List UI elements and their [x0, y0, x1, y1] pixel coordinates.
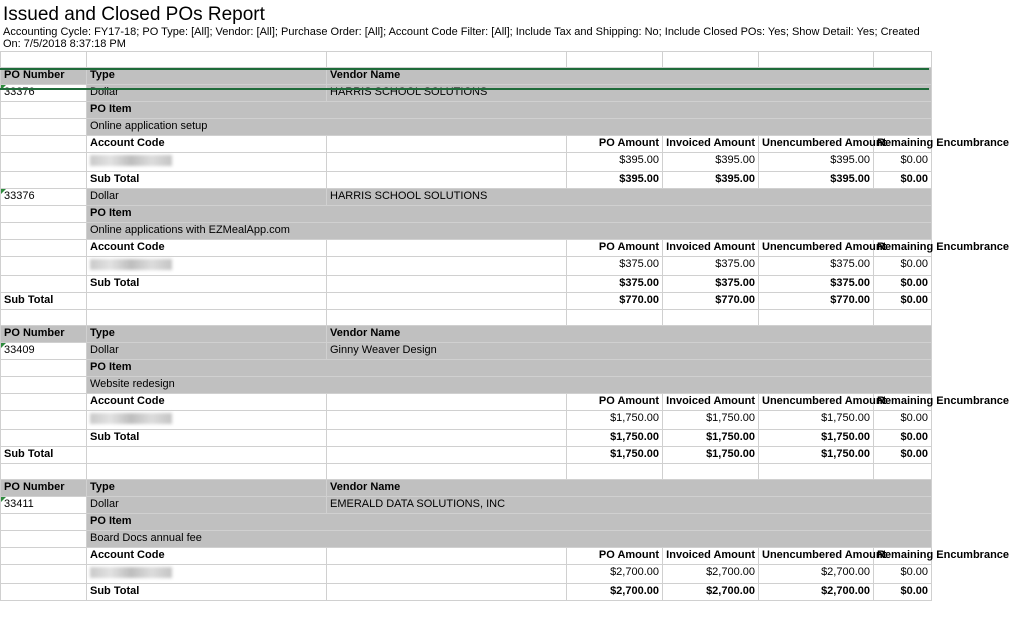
empty-cell[interactable]: [1, 153, 87, 172]
po-amount-cell[interactable]: [567, 411, 663, 430]
vendor-name-cell[interactable]: [327, 85, 932, 102]
po-subtotal-label[interactable]: [87, 430, 327, 447]
po-amount-cell[interactable]: [567, 172, 663, 189]
po-item-cell-text: Online application setup: [90, 120, 208, 132]
po-item-header-text: PO Item: [90, 515, 132, 527]
po-type-cell[interactable]: [87, 497, 327, 514]
po-amount-header[interactable]: [567, 240, 663, 257]
remaining-encumbrance-cell-text: $0.00: [900, 173, 928, 185]
vendor-name-header-text: Vendor Name: [330, 327, 401, 339]
unencumbered-amount-cell-text: $2,700.00: [821, 585, 870, 597]
vendor-name-cell-text: Ginny Weaver Design: [330, 344, 437, 356]
invoiced-amount-cell-text: $395.00: [715, 154, 755, 166]
blank-row: [1, 52, 932, 68]
po-type-cell[interactable]: [87, 85, 327, 102]
remaining-encumbrance-cell[interactable]: [874, 447, 932, 464]
vendor-name-header[interactable]: [327, 326, 932, 343]
empty-cell[interactable]: [87, 464, 327, 480]
po-number-header[interactable]: [1, 68, 87, 85]
vendor-name-cell-text: HARRIS SCHOOL SOLUTIONS: [330, 190, 488, 202]
remaining-encumbrance-header-text: Remaining Encumbrance: [877, 241, 1009, 253]
unencumbered-amount-cell-text: $770.00: [830, 294, 870, 306]
type-header[interactable]: [87, 68, 327, 85]
po-subtotal-row: [1, 584, 932, 601]
empty-cell[interactable]: [1, 531, 87, 548]
po-amount-cell[interactable]: [567, 447, 663, 464]
unencumbered-amount-cell[interactable]: [759, 293, 874, 310]
unencumbered-amount-header[interactable]: [759, 136, 887, 153]
invoiced-amount-cell-text: $395.00: [715, 173, 755, 185]
redacted-account-code: [90, 567, 172, 578]
po-item-header-row: [1, 102, 932, 119]
po-item-row: [1, 119, 932, 136]
empty-cell[interactable]: [327, 276, 567, 293]
invoiced-amount-header-text: Invoiced Amount: [666, 137, 755, 149]
remaining-encumbrance-cell[interactable]: [874, 153, 932, 172]
unencumbered-amount-cell[interactable]: [759, 430, 874, 447]
po-number-cell-text: 33376: [4, 86, 35, 98]
empty-cell[interactable]: [1, 394, 87, 411]
po-item-header[interactable]: [87, 514, 932, 531]
po-subtotal-row: [1, 276, 932, 293]
remaining-encumbrance-header[interactable]: [874, 394, 1009, 411]
po-subtotal-label[interactable]: [87, 584, 327, 601]
empty-cell[interactable]: [327, 584, 567, 601]
po-subtotal-label-text: Sub Total: [90, 173, 140, 185]
invoiced-amount-cell[interactable]: [663, 172, 759, 189]
po-number-header[interactable]: [1, 480, 87, 497]
account-code-header[interactable]: [87, 394, 327, 411]
po-item-cell[interactable]: [87, 223, 932, 240]
po-subtotal-label[interactable]: [87, 276, 327, 293]
invoiced-amount-cell[interactable]: [663, 276, 759, 293]
po-number-cell[interactable]: [1, 189, 87, 206]
invoiced-amount-cell[interactable]: [663, 565, 759, 584]
po-amount-cell-text: $770.00: [619, 294, 659, 306]
remaining-encumbrance-cell-text: $0.00: [900, 294, 928, 306]
po-subtotal-row: [1, 430, 932, 447]
remaining-encumbrance-header[interactable]: [874, 548, 1009, 565]
po-header-row: [1, 480, 932, 497]
remaining-encumbrance-cell[interactable]: [874, 411, 932, 430]
remaining-encumbrance-cell-text: $0.00: [900, 258, 928, 270]
empty-cell[interactable]: [327, 257, 567, 276]
po-item-row: [1, 531, 932, 548]
po-number-cell[interactable]: [1, 85, 87, 102]
po-item-header-row: [1, 360, 932, 377]
unencumbered-amount-cell[interactable]: [759, 584, 874, 601]
po-item-row: [1, 223, 932, 240]
empty-cell[interactable]: [567, 52, 663, 68]
account-code-header-text: Account Code: [90, 241, 165, 253]
po-number-header[interactable]: [1, 326, 87, 343]
account-code-cell[interactable]: [87, 153, 327, 172]
invoiced-amount-cell[interactable]: [663, 153, 759, 172]
po-item-header-row: [1, 514, 932, 531]
empty-cell[interactable]: [327, 464, 567, 480]
po-amount-cell[interactable]: [567, 293, 663, 310]
po-number-cell[interactable]: [1, 497, 87, 514]
po-amount-cell-text: $2,700.00: [610, 585, 659, 597]
po-number-header-text: PO Number: [4, 327, 65, 339]
account-code-header-text: Account Code: [90, 395, 165, 407]
empty-cell[interactable]: [327, 565, 567, 584]
account-code-header[interactable]: [87, 136, 327, 153]
po-amount-header-text: PO Amount: [598, 137, 659, 149]
redacted-account-code: [90, 413, 172, 424]
invoiced-amount-cell[interactable]: [663, 257, 759, 276]
empty-cell[interactable]: [1, 377, 87, 394]
po-subtotal-label-text: Sub Total: [90, 431, 140, 443]
invoiced-amount-cell-text: $1,750.00: [706, 431, 755, 443]
empty-cell[interactable]: [1, 360, 87, 377]
po-amount-cell[interactable]: [567, 153, 663, 172]
empty-cell[interactable]: [1, 514, 87, 531]
po-amount-cell-text: $2,700.00: [610, 566, 659, 578]
empty-cell[interactable]: [1, 257, 87, 276]
vendor-subtotal-label[interactable]: [1, 293, 87, 310]
remaining-encumbrance-cell[interactable]: [874, 584, 932, 601]
report-title: Issued and Closed POs Report: [3, 4, 265, 25]
po-item-header[interactable]: [87, 206, 932, 223]
po-item-header-text: PO Item: [90, 361, 132, 373]
remaining-encumbrance-cell[interactable]: [874, 430, 932, 447]
remaining-encumbrance-cell[interactable]: [874, 565, 932, 584]
empty-cell[interactable]: [327, 548, 567, 565]
remaining-encumbrance-header-text: Remaining Encumbrance: [877, 395, 1009, 407]
unencumbered-amount-cell-text: $395.00: [830, 173, 870, 185]
po-amount-cell-text: $395.00: [619, 154, 659, 166]
po-item-header[interactable]: [87, 102, 932, 119]
empty-cell[interactable]: [327, 411, 567, 430]
vendor-subtotal-label-text: Sub Total: [4, 294, 54, 306]
po-amount-cell-text: $375.00: [619, 277, 659, 289]
po-item-cell-text: Online applications with EZMealApp.com: [90, 224, 290, 236]
invoiced-amount-cell[interactable]: [663, 584, 759, 601]
po-amount-cell-text: $395.00: [619, 173, 659, 185]
po-number-cell[interactable]: [1, 343, 87, 360]
invoiced-amount-header[interactable]: [663, 548, 759, 565]
po-number-header-text: PO Number: [4, 481, 65, 493]
remaining-encumbrance-cell[interactable]: [874, 293, 932, 310]
empty-cell[interactable]: [327, 172, 567, 189]
account-header-row: [1, 240, 932, 257]
empty-cell[interactable]: [1, 136, 87, 153]
account-line-row: [1, 257, 932, 276]
unencumbered-amount-cell[interactable]: [759, 447, 874, 464]
empty-cell[interactable]: [1, 172, 87, 189]
po-type-cell-text: Dollar: [90, 498, 119, 510]
empty-cell[interactable]: [1, 464, 87, 480]
vendor-name-header[interactable]: [327, 68, 932, 85]
unencumbered-amount-cell-text: $375.00: [830, 277, 870, 289]
po-item-header-text: PO Item: [90, 207, 132, 219]
empty-cell[interactable]: [1, 584, 87, 601]
po-amount-header-text: PO Amount: [598, 395, 659, 407]
empty-cell[interactable]: [567, 464, 663, 480]
vendor-name-cell[interactable]: [327, 343, 932, 360]
vendor-subtotal-row: [1, 447, 932, 464]
po-number-cell-text: 33411: [4, 498, 34, 510]
report-parameters: Accounting Cycle: FY17-18; PO Type: [All]; Vendor: [All]; Purchase Order: [All]; Account Code Filter: [All]; Include Tax and Shipping: No; Include Closed POs: Yes; Show Detail: Yes; Created On: 7/5/2018 8:37:18 PM: [3, 26, 920, 50]
po-item-cell[interactable]: [87, 119, 932, 136]
invoiced-amount-header-text: Invoiced Amount: [666, 395, 755, 407]
unencumbered-amount-cell-text: $2,700.00: [821, 566, 870, 578]
empty-cell[interactable]: [1, 411, 87, 430]
po-amount-header[interactable]: [567, 136, 663, 153]
account-line-row: [1, 153, 932, 172]
unencumbered-amount-header[interactable]: [759, 548, 887, 565]
po-amount-header[interactable]: [567, 394, 663, 411]
po-header-row: [1, 326, 932, 343]
empty-cell[interactable]: [663, 464, 759, 480]
po-amount-cell-text: $1,750.00: [610, 448, 659, 460]
po-amount-cell-text: $1,750.00: [610, 412, 659, 424]
unencumbered-amount-header[interactable]: [759, 394, 887, 411]
empty-cell[interactable]: [1, 548, 87, 565]
remaining-encumbrance-cell-text: $0.00: [900, 585, 928, 597]
empty-cell[interactable]: [327, 136, 567, 153]
po-type-cell[interactable]: [87, 189, 327, 206]
unencumbered-amount-cell[interactable]: [759, 172, 874, 189]
po-amount-cell[interactable]: [567, 430, 663, 447]
account-code-cell[interactable]: [87, 565, 327, 584]
remaining-encumbrance-header-text: Remaining Encumbrance: [877, 549, 1009, 561]
po-number-cell-text: 33376: [4, 190, 35, 202]
empty-cell[interactable]: [663, 52, 759, 68]
invoiced-amount-header[interactable]: [663, 240, 759, 257]
unencumbered-amount-header-text: Unencumbered Amount: [762, 549, 887, 561]
unencumbered-amount-cell-text: $375.00: [830, 258, 870, 270]
empty-cell[interactable]: [327, 430, 567, 447]
empty-cell[interactable]: [87, 447, 327, 464]
vendor-name-cell-text: HARRIS SCHOOL SOLUTIONS: [330, 86, 488, 98]
empty-cell[interactable]: [663, 310, 759, 326]
invoiced-amount-cell-text: $1,750.00: [706, 448, 755, 460]
po-type-cell-text: Dollar: [90, 86, 119, 98]
po-amount-cell[interactable]: [567, 276, 663, 293]
vendor-subtotal-label-text: Sub Total: [4, 448, 54, 460]
remaining-encumbrance-cell[interactable]: [874, 276, 932, 293]
type-header-text: Type: [90, 327, 115, 339]
empty-cell[interactable]: [759, 310, 874, 326]
po-header-row: [1, 68, 932, 85]
account-code-cell[interactable]: [87, 257, 327, 276]
empty-cell[interactable]: [874, 464, 932, 480]
empty-cell[interactable]: [327, 240, 567, 257]
empty-cell[interactable]: [1, 52, 87, 68]
po-subtotal-label[interactable]: [87, 172, 327, 189]
invoiced-amount-cell-text: $375.00: [715, 277, 755, 289]
account-line-row: [1, 565, 932, 584]
account-code-header-text: Account Code: [90, 137, 165, 149]
empty-cell[interactable]: [1, 430, 87, 447]
account-header-row: [1, 548, 932, 565]
invoiced-amount-cell[interactable]: [663, 293, 759, 310]
po-subtotal-label-text: Sub Total: [90, 277, 140, 289]
po-type-cell-text: Dollar: [90, 190, 119, 202]
account-line-row: [1, 411, 932, 430]
empty-cell[interactable]: [1, 119, 87, 136]
invoiced-amount-cell-text: $2,700.00: [706, 585, 755, 597]
invoiced-amount-cell-text: $2,700.00: [706, 566, 755, 578]
empty-cell[interactable]: [327, 52, 567, 68]
po-item-row: [1, 377, 932, 394]
invoiced-amount-header[interactable]: [663, 136, 759, 153]
empty-cell[interactable]: [874, 52, 932, 68]
remaining-encumbrance-header[interactable]: [874, 240, 1009, 257]
remaining-encumbrance-cell-text: $0.00: [900, 277, 928, 289]
po-item-cell[interactable]: [87, 531, 932, 548]
vendor-subtotal-label[interactable]: [1, 447, 87, 464]
report-sheet: [0, 51, 1009, 601]
po-amount-cell[interactable]: [567, 565, 663, 584]
remaining-encumbrance-cell-text: $0.00: [900, 412, 928, 424]
empty-cell[interactable]: [1, 240, 87, 257]
invoiced-amount-header-text: Invoiced Amount: [666, 241, 755, 253]
invoiced-amount-cell-text: $375.00: [715, 258, 755, 270]
unencumbered-amount-cell-text: $1,750.00: [821, 431, 870, 443]
vendor-name-cell-text: EMERALD DATA SOLUTIONS, INC: [330, 498, 506, 510]
empty-cell[interactable]: [874, 310, 932, 326]
po-subtotal-row: [1, 172, 932, 189]
account-code-header[interactable]: [87, 548, 327, 565]
po-item-header-text: PO Item: [90, 103, 132, 115]
empty-cell[interactable]: [567, 310, 663, 326]
account-code-header-text: Account Code: [90, 549, 165, 561]
empty-cell[interactable]: [327, 310, 567, 326]
unencumbered-amount-cell-text: $395.00: [830, 154, 870, 166]
unencumbered-amount-header-text: Unencumbered Amount: [762, 395, 887, 407]
po-row: [1, 189, 932, 206]
unencumbered-amount-header-text: Unencumbered Amount: [762, 137, 887, 149]
unencumbered-amount-cell[interactable]: [759, 257, 874, 276]
account-code-header[interactable]: [87, 240, 327, 257]
po-item-cell[interactable]: [87, 377, 932, 394]
empty-cell[interactable]: [759, 464, 874, 480]
unencumbered-amount-cell[interactable]: [759, 276, 874, 293]
vendor-name-header-text: Vendor Name: [330, 481, 401, 493]
redacted-account-code: [90, 155, 172, 166]
unencumbered-amount-cell-text: $1,750.00: [821, 448, 870, 460]
po-type-cell-text: Dollar: [90, 344, 119, 356]
po-item-cell-text: Website redesign: [90, 378, 175, 390]
remaining-encumbrance-cell-text: $0.00: [900, 431, 928, 443]
unencumbered-amount-cell[interactable]: [759, 153, 874, 172]
empty-cell[interactable]: [1, 276, 87, 293]
vendor-name-header-text: Vendor Name: [330, 69, 401, 81]
empty-cell[interactable]: [1, 102, 87, 119]
po-amount-cell[interactable]: [567, 584, 663, 601]
po-amount-cell-text: $1,750.00: [610, 431, 659, 443]
unencumbered-amount-cell[interactable]: [759, 565, 874, 584]
empty-cell[interactable]: [1, 565, 87, 584]
empty-cell[interactable]: [1, 310, 87, 326]
empty-cell[interactable]: [327, 153, 567, 172]
invoiced-amount-cell[interactable]: [663, 430, 759, 447]
type-header-text: Type: [90, 481, 115, 493]
empty-cell[interactable]: [1, 223, 87, 240]
po-number-cell-text: 33409: [4, 344, 35, 356]
remaining-encumbrance-cell-text: $0.00: [900, 154, 928, 166]
type-header[interactable]: [87, 480, 327, 497]
empty-cell[interactable]: [87, 310, 327, 326]
type-header-text: Type: [90, 69, 115, 81]
po-type-cell[interactable]: [87, 343, 327, 360]
po-item-cell-text: Board Docs annual fee: [90, 532, 202, 544]
po-item-header-row: [1, 206, 932, 223]
account-code-cell[interactable]: [87, 411, 327, 430]
unencumbered-amount-header[interactable]: [759, 240, 887, 257]
po-amount-header-text: PO Amount: [598, 241, 659, 253]
po-subtotal-label-text: Sub Total: [90, 585, 140, 597]
remaining-encumbrance-header-text: Remaining Encumbrance: [877, 137, 1009, 149]
empty-cell[interactable]: [1, 206, 87, 223]
po-row: [1, 497, 932, 514]
empty-cell[interactable]: [759, 52, 874, 68]
po-amount-cell[interactable]: [567, 257, 663, 276]
unencumbered-amount-header-text: Unencumbered Amount: [762, 241, 887, 253]
invoiced-amount-cell-text: $770.00: [715, 294, 755, 306]
po-number-header-text: PO Number: [4, 69, 65, 81]
remaining-encumbrance-header[interactable]: [874, 136, 1009, 153]
po-amount-header-text: PO Amount: [598, 549, 659, 561]
po-amount-header[interactable]: [567, 548, 663, 565]
empty-cell[interactable]: [327, 394, 567, 411]
vendor-name-cell[interactable]: [327, 497, 932, 514]
po-amount-cell-text: $375.00: [619, 258, 659, 270]
account-header-row: [1, 136, 932, 153]
empty-cell[interactable]: [327, 447, 567, 464]
blank-row: [1, 310, 932, 326]
remaining-encumbrance-cell-text: $0.00: [900, 566, 928, 578]
redacted-account-code: [90, 259, 172, 270]
empty-cell[interactable]: [327, 293, 567, 310]
unencumbered-amount-cell[interactable]: [759, 411, 874, 430]
account-header-row: [1, 394, 932, 411]
vendor-subtotal-row: [1, 293, 932, 310]
remaining-encumbrance-cell-text: $0.00: [900, 448, 928, 460]
invoiced-amount-header[interactable]: [663, 394, 759, 411]
invoiced-amount-header-text: Invoiced Amount: [666, 549, 755, 561]
vendor-name-cell[interactable]: [327, 189, 932, 206]
unencumbered-amount-cell-text: $1,750.00: [821, 412, 870, 424]
invoiced-amount-cell[interactable]: [663, 411, 759, 430]
po-row: [1, 343, 932, 360]
po-row: [1, 85, 932, 102]
invoiced-amount-cell-text: $1,750.00: [706, 412, 755, 424]
empty-cell[interactable]: [87, 293, 327, 310]
remaining-encumbrance-cell[interactable]: [874, 257, 932, 276]
remaining-encumbrance-cell[interactable]: [874, 172, 932, 189]
empty-cell[interactable]: [87, 52, 327, 68]
type-header[interactable]: [87, 326, 327, 343]
po-item-header[interactable]: [87, 360, 932, 377]
invoiced-amount-cell[interactable]: [663, 447, 759, 464]
blank-row: [1, 464, 932, 480]
vendor-name-header[interactable]: [327, 480, 932, 497]
